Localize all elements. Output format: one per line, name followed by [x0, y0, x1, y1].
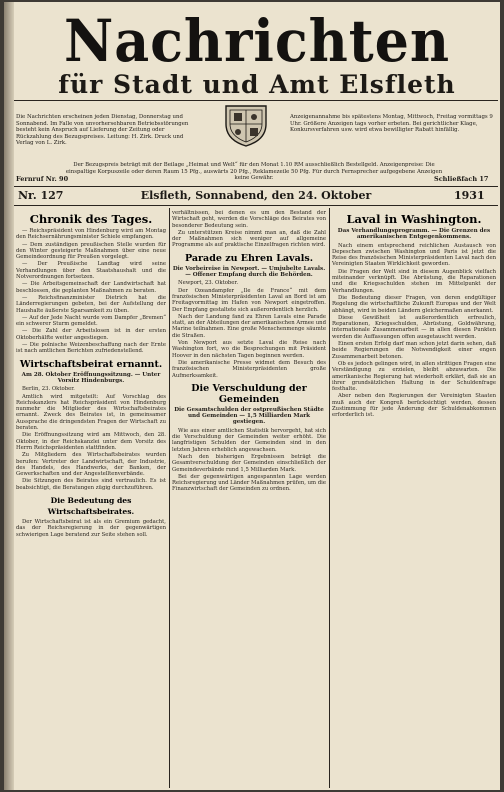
column-right [332, 210, 496, 786]
masthead-title: Nachrichten [64, 7, 450, 75]
chronik-item: — Der Preußische Landtag wird seine Verhandlungen über den Staatshaushalt und die Notverordnungen fortsetzen. [16, 261, 166, 281]
article-paragraph: Zu Mitgliedern des Wirtschaftsbeirates wurden berufen: Vertreter der Landwirtschaft, der Industrie, des Handels, des Handwerks, der Banken, der Gewerkschaften und der Angestelltenverbände. [16, 452, 166, 478]
headline-laval: Laval in Washington. [346, 212, 482, 226]
headline-gemeinden: Die Verschuldung der Gemeinden [191, 382, 307, 405]
chronik-item: — Auf der Jede Nacht wurde vom Dampfer „Bremen“ ein schwerer Sturm gemeldet. [16, 314, 166, 328]
article-paragraph: Nach einem entsprechend reichlichen Austausch von Depeschen zwischen Washington und Paris ist jetzt die Reise des französischen Ministerpräsidenten Laval nach den Vereinigten Staaten Wirklichkeit geworden. [332, 242, 496, 268]
issue-year: 1931 [454, 189, 485, 202]
binding-edge [4, 2, 14, 790]
article-paragraph: Die Fragen der Welt sind in diesem Augenblick vielfach miteinander verknüpft. Die Abrüstung, die Reparationen und die Kriegsschulden stehen im Mittelpunkt der Verhandlungen. [332, 268, 496, 294]
column-middle [172, 210, 326, 786]
subheadline-gemeinden: Die Gesamtschulden der ostpreußischen Städte und Gemeinden — 1,5 Milliarden Mark gestiegen. [174, 406, 324, 426]
subheadline-laval: Das Verhandlungsprogramm. — Die Grenzen des amerikanischen Entgegenkommens. [337, 228, 491, 241]
article-paragraph: Bei der gegenwärtigen angespannten Lage werden Reichsregierung und Länder Maßnahmen prüfen, um die Finanzwirtschaft der Gemeinden zu ordnen. [172, 473, 326, 493]
phone-number: Fernruf Nr. 90 [16, 175, 69, 183]
headline-wirtschaftsbeirat: Wirtschaftsbeirat ernannt. [19, 358, 163, 370]
article-paragraph: Der Wirtschaftsbeirat ist als ein Gremium gedacht, das der Reichsregierung in der gegenwärtigen schwierigen Lage beratend zur Seite stehen soll. [16, 518, 166, 538]
article-paragraph: Die Sitzungen des Beirates sind vertraulich. Es ist beabsichtigt, die Beratungen zügig durchzuführen. [16, 478, 166, 491]
article-paragraph: Die Eröffnungssitzung wird am Mittwoch, den 28. Oktober, in der Reichskanzlei unter dem Vorsitz des Herrn Reichspräsidenten stattfinden. [16, 432, 166, 451]
column-left [16, 210, 166, 786]
masthead-rule [14, 100, 498, 101]
headline-chronik: Chronik des Tages. [29, 212, 153, 226]
article-paragraph: Einen ersten Erfolg darf man schon jetzt darin sehen, daß beide Regierungen die Notwendigkeit einer engen Zusammenarbeit betonen. [332, 341, 496, 360]
chronik-item: — Reichspräsident von Hindenburg wird am Montag den Reichsernährungsminister Schiele empfangen. [16, 228, 166, 241]
article-paragraph: Ob es jedoch gelingen wird, in allen strittigen Fragen eine Verständigung zu erzielen, bleibt abzuwarten. Die amerikanische Regierung hat wiederholt erklärt, daß sie an ihrer grundsätzlichen Haltung in der Schuldenfrage festhalte. [332, 360, 496, 393]
subheadline-parade: Die Vorbeireise in Newport. — Umjubelte Lavals. — Offener Empfang durch die Behörden. [172, 265, 326, 279]
article-paragraph: Amtlich wird mitgeteilt: Auf Vorschlag des Reichskanzlers hat Reichspräsident von Hindenburg nunmehr die Mitglieder des Wirtschaftsbeirates ernannt. Zweck des Beirates ist, in gemeinsamer Aussprache die dringendsten Fragen der Wirtschaft zu beraten. [16, 393, 166, 432]
article-paragraph: Wie aus einer amtlichen Statistik hervorgeht, hat sich die Verschuldung der Gemeinden weiter erhöht. Die langfristigen Schulden der Gemeinden sind in den letzten Jahren erheblich angewachsen. [172, 427, 326, 453]
coat-of-arms-icon [220, 102, 272, 148]
headline-parade: Parade zu Ehren Lavals. [185, 252, 313, 264]
article-paragraph: Nach den bisherigen Ergebnissen beträgt die Gesamtverschuldung der Gemeinden einschließlich der Gemeindeverbände rund 1,5 Milliarden Mark. [172, 453, 326, 473]
subheadline-wirtschaftsbeirat: Am 28. Oktober Eröffnungssitzung. — Unter Vorsitz Hindenburgs. [21, 371, 161, 384]
subscription-info: Der Bezugspreis beträgt mit der Beilage „Heimat und Welt“ für den Monat 1.10 RM ausschließlich Bestellgeld. Anzeigenpreise: Die einspaltige Korpuszeile oder deren Raum 15 Pfg., auswärts 20 Pfg., Reklamezeile 50 Pfg. Für durch Fernsprecher aufgegebene Anzeigen keine Gewähr. [65, 162, 443, 182]
article-paragraph: Der Ozeandampfer „Ile de France“ mit dem französischen Ministerpräsidenten Laval an Bord ist am Freitagvormittag im Hafen von Newport eingetroffen. Der Empfang gestaltete sich außerordentlich herzlich. [172, 287, 326, 313]
column-divider [169, 208, 170, 788]
article-paragraph: Diese Gewißheit ist außerordentlich erfreulich, Reparationen, Kriegsschulden, Abrüstung, Goldwährung, internationale Zusammenarbeit — in allen diesen Punkten werden die Auffassungen offen ausgetauscht werden. [332, 314, 496, 340]
article-paragraph: Nach der Landung fand zu Ehren Lavals eine Parade statt, an der Abteilungen der amerikanischen Armee und Marine teilnahmen. Eine große Menschenmenge säumte die Straßen. [172, 313, 326, 339]
chronik-item: — Die polnische Weizenbeschaffung nach der Ernte ist nach amtlichen Berichten zufriedenstellend. [16, 342, 166, 355]
chronik-item: — Dem zuständigen preußischen Stelle wurden für den Winter gesteigerte Maßnahmen über eine neue Gemeindeordnung für Preußen vorgelegt. [16, 241, 166, 261]
article-paragraph: Aber neben den Regierungen der Vereinigten Staaten muß auch der Kongreß berücksichtigt werden, dessen Zustimmung für jede Änderung der Schuldenabkommen erforderlich ist. [332, 393, 496, 419]
issue-number: Nr. 127 [18, 189, 64, 202]
article-paragraph: Newport, 23. Oktober. [178, 280, 239, 287]
chronik-item: — Die Zahl der Arbeitslosen ist in der ersten Oktoberhälfte weiter angestiegen. [16, 328, 166, 341]
publication-info: Die Nachrichten erscheinen jeden Dienstag, Donnerstag und Sonnabend. Im Falle von unvorhersehbaren Betriebsstörungen besteht kein Anspruch auf Lieferung der Zeitung oder Rückzahlung des Bezugspreises. Leitung: H. Zirk. Druck und Verlag von L. Zirk. [16, 114, 189, 147]
article-paragraph: Die Bedeutung dieser Fragen, von deren endgültiger Regelung die wirtschaftliche Zukunft Europas und der Welt abhängt, wird in beiden Ländern gleichermaßen anerkannt. [332, 294, 496, 314]
chronik-item: — Reichsfinanzminister Dietrich hat die Länderregierungen gebeten, bei der Aufstellung der Haushalte äußerste Sparsamkeit zu üben. [16, 294, 166, 314]
masthead-subtitle: für Stadt und Amt Elsfleth [58, 70, 456, 99]
issue-date: Elsfleth, Sonnabend, den 24. Oktober [140, 189, 372, 202]
advertising-info: Anzeigenannahme bis spätestens Montag, Mittwoch, Freitag vormittags 9 Uhr. Größere Anzeigen tags vorher erbeten. Bei gerichtlicher Klage, Konkursverfahren usw. wird etwa bewilligter Rabatt hinfällig. [290, 114, 493, 134]
article-paragraph: Zu unterstützen Kreise nimmt man an, daß die Zahl der Maßnahmen sich weniger auf allgemeine Programme als auf praktische Einzelfragen richten wird. [172, 229, 326, 249]
article-paragraph: Die amerikanische Presse widmet dem Besuch des französischen Ministerpräsidenten große Aufmerksamkeit. [172, 359, 326, 379]
newspaper-page [4, 2, 500, 790]
dateline-bar [14, 186, 498, 206]
article-paragraph: Berlin, 23. Oktober. [22, 386, 75, 393]
article-paragraph: Von Newport aus setzte Laval die Reise nach Washington fort, wo die Besprechungen mit Präsident Hoover in den nächsten Tagen beginnen werden. [172, 340, 326, 359]
column-divider [329, 208, 330, 788]
article-paragraph: verhältnissen, bei denen es um den Bestand der Wirtschaft geht, werden die Vorschläge des Beirates von besonderer Bedeutung sein. [172, 210, 326, 229]
chronik-item: — Die Arbeitsgemeinschaft der Landwirtschaft hat beschlossen, die geplanten Maßnahmen zu beraten. [16, 281, 166, 294]
po-box: Schließfach 17 [434, 175, 489, 183]
headline-bedeutung: Die Bedeutung des Wirtschaftsbeirates. [47, 495, 135, 516]
